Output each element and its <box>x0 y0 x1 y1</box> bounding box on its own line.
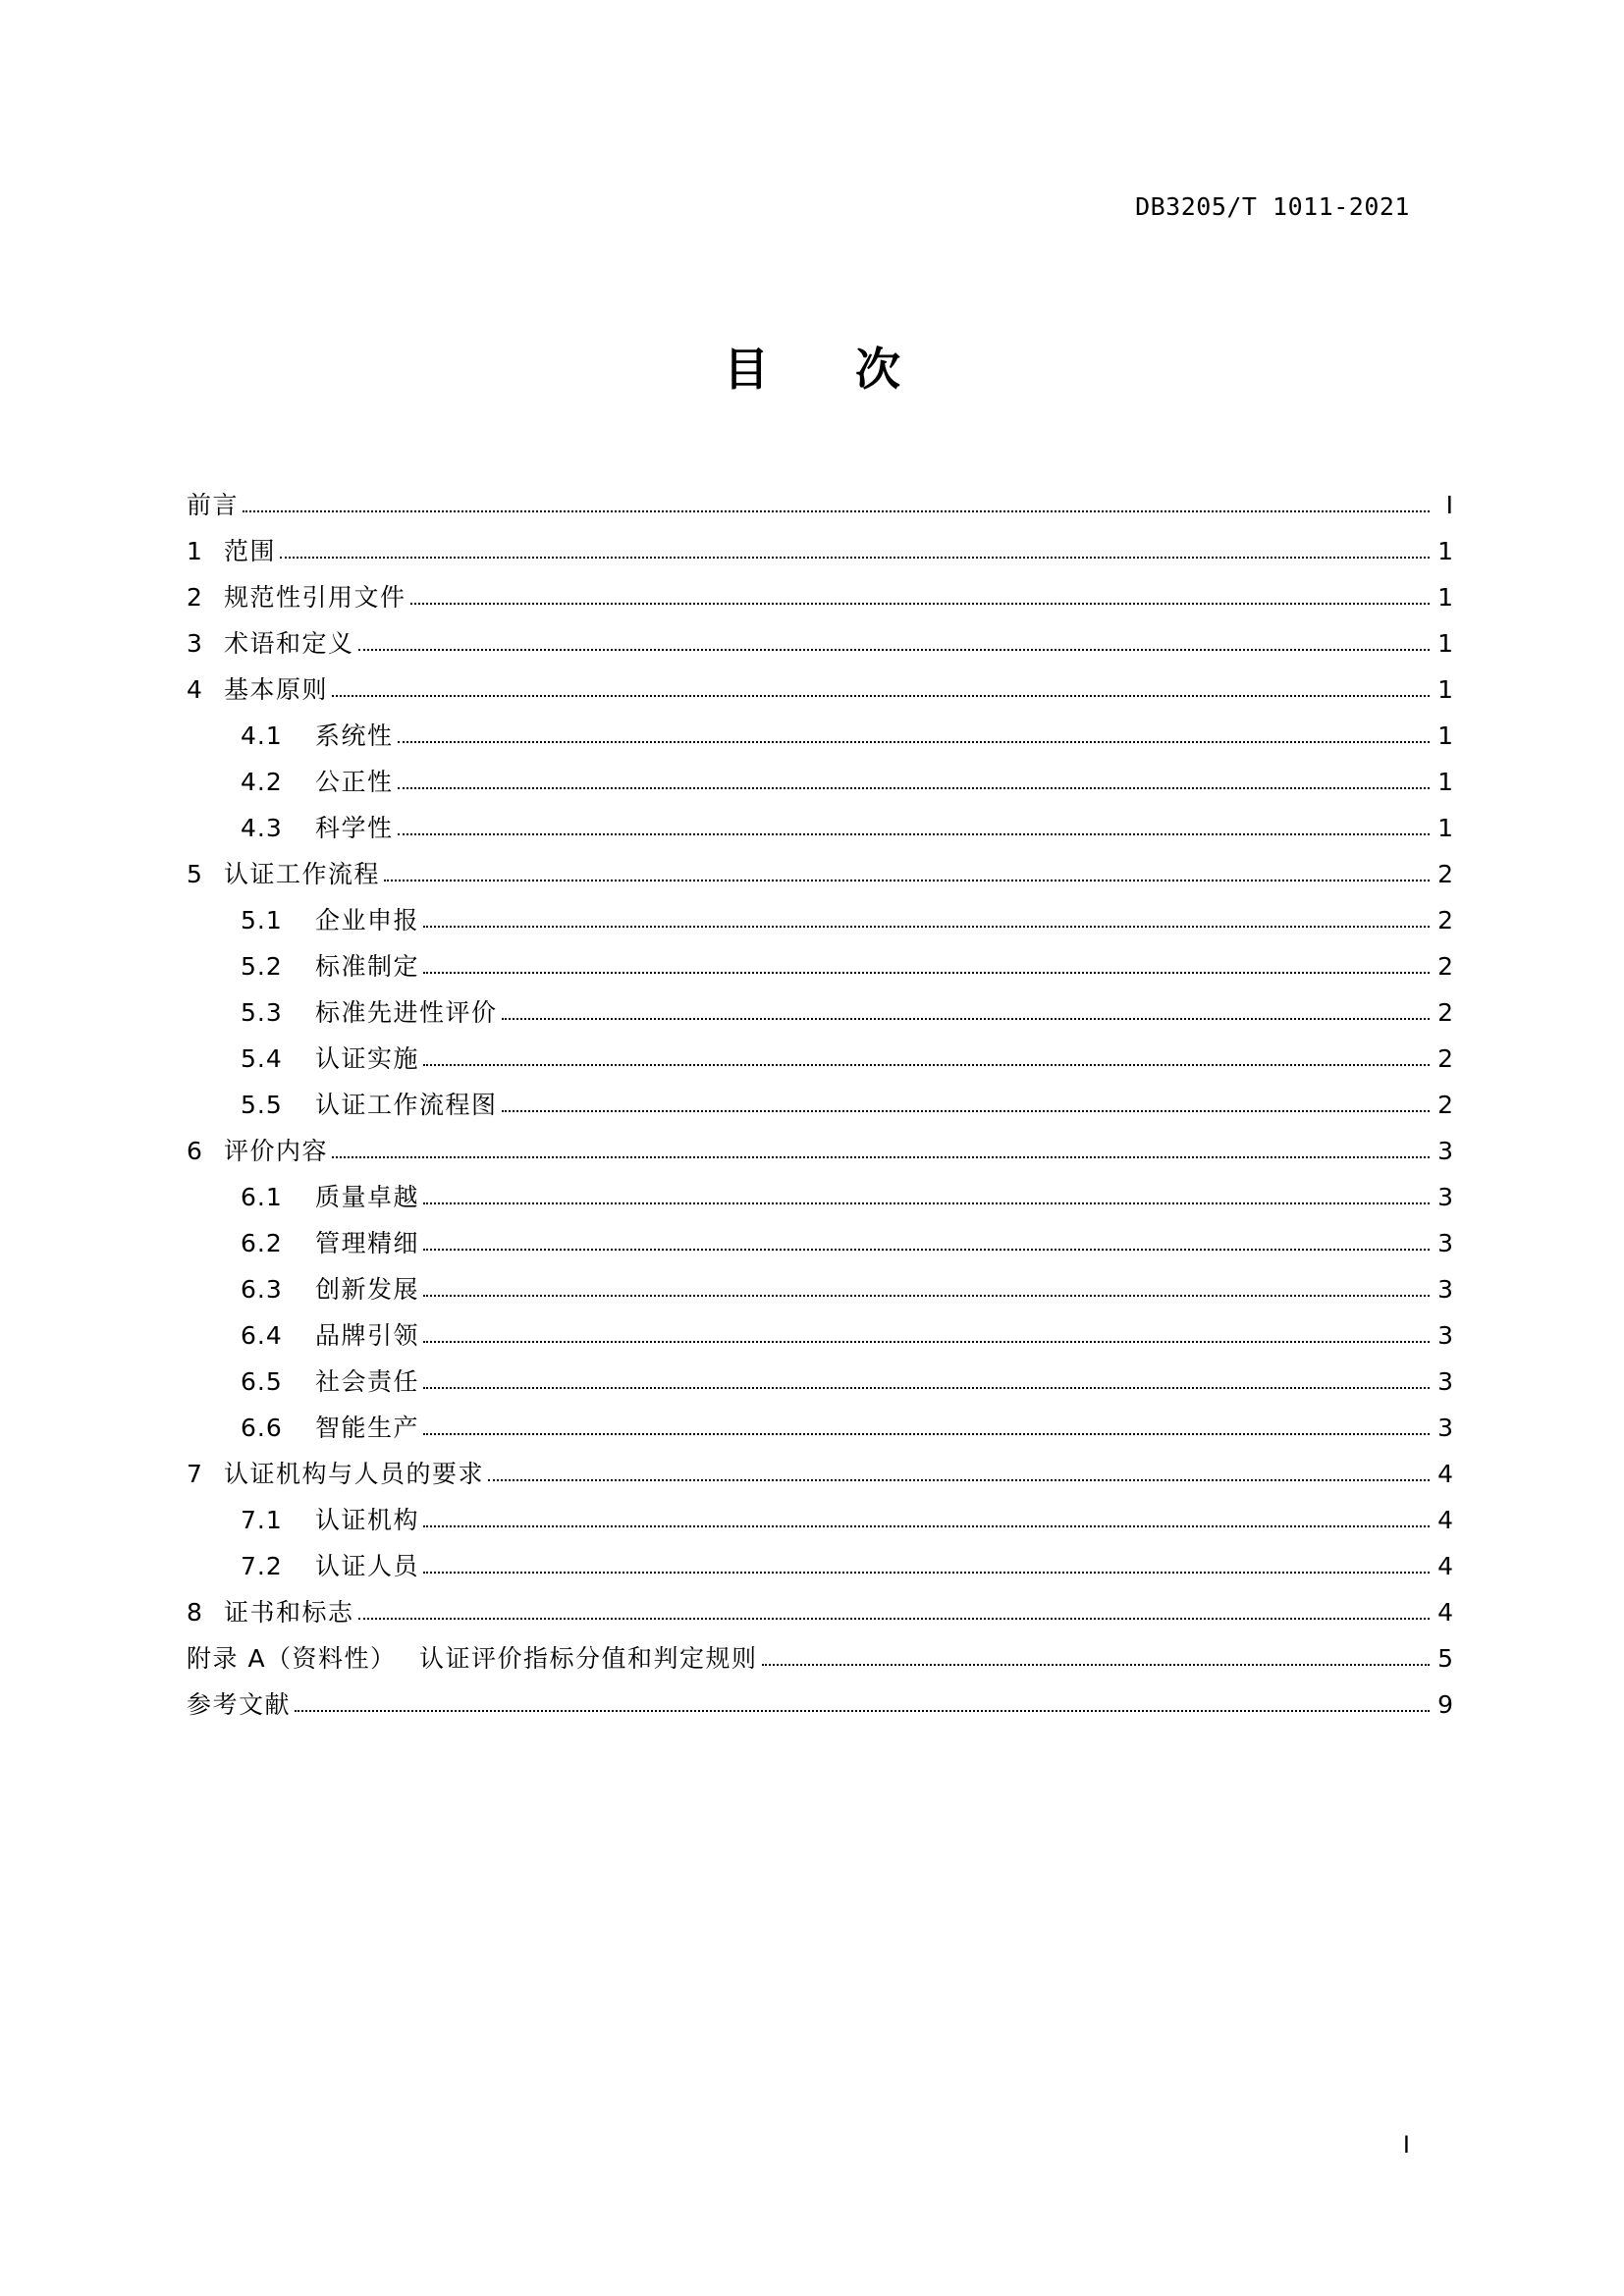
toc-leader-dots <box>423 1432 1430 1435</box>
toc-entry-page: 4 <box>1437 1506 1453 1534</box>
toc-entry-title: 社会责任 <box>315 1367 420 1396</box>
toc-entry[interactable] <box>187 1163 1453 1209</box>
toc-leader-dots <box>295 1709 1430 1712</box>
toc-leader-dots <box>423 1248 1430 1251</box>
toc-entry-number: 5.4 <box>241 1044 283 1073</box>
toc-entry-page: 3 <box>1437 1414 1453 1442</box>
toc-entry-title: 参考文献 <box>187 1690 292 1719</box>
toc-entry-number: 2 <box>187 583 203 612</box>
toc-entry-page: 1 <box>1437 583 1453 612</box>
toc-entry[interactable] <box>187 748 1453 794</box>
toc-leader-dots <box>280 556 1430 559</box>
toc-entry-number: 3 <box>187 629 203 658</box>
toc-entry-number: 7 <box>187 1460 203 1488</box>
toc-entry-title: 品牌引领 <box>315 1321 420 1350</box>
toc-leader-dots <box>398 832 1430 835</box>
toc-entry[interactable] <box>187 1348 1453 1394</box>
toc-leader-dots <box>410 602 1430 605</box>
toc-leader-dots <box>358 1617 1430 1620</box>
toc-entry-page: 3 <box>1437 1183 1453 1211</box>
toc-leader-dots <box>762 1663 1431 1666</box>
toc-entry-title: 标准制定 <box>315 952 420 981</box>
toc-entry-title: 认证机构与人员的要求 <box>224 1460 485 1488</box>
toc-leader-dots <box>332 694 1430 697</box>
toc-entry-number: 8 <box>187 1598 203 1627</box>
toc-leader-dots <box>358 648 1430 651</box>
toc-entry[interactable] <box>187 517 1453 563</box>
toc-entry[interactable] <box>187 1025 1453 1071</box>
toc-entry-title: 管理精细 <box>315 1229 420 1257</box>
toc-entry[interactable] <box>187 1578 1453 1625</box>
toc-entry-number: 4.1 <box>241 721 283 750</box>
toc-entry-page: 4 <box>1437 1598 1453 1627</box>
toc-entry-page: 1 <box>1437 629 1453 658</box>
toc-entry[interactable] <box>187 1486 1453 1532</box>
toc-entry[interactable] <box>187 794 1453 840</box>
toc-entry[interactable] <box>187 610 1453 656</box>
toc-entry-title: 附录 A（资料性） 认证评价指标分值和判定规则 <box>187 1644 758 1673</box>
toc-entry-title: 标准先进性评价 <box>315 998 498 1027</box>
toc-entry-title: 评价内容 <box>224 1137 329 1165</box>
toc-entry-page: 2 <box>1437 860 1453 888</box>
toc-entry-number: 7.1 <box>241 1506 283 1534</box>
toc-entry[interactable] <box>187 1394 1453 1440</box>
toc-entry-page: 2 <box>1437 1044 1453 1073</box>
standard-code-header: DB3205/T 1011-2021 <box>1135 192 1410 221</box>
toc-leader-dots <box>423 1063 1430 1066</box>
toc-entry[interactable] <box>187 656 1453 702</box>
toc-entry-page: 9 <box>1437 1690 1453 1719</box>
toc-entry-title: 前言 <box>187 491 240 519</box>
page-title: 目 次 <box>723 343 936 396</box>
toc-entry-title: 范围 <box>224 537 277 565</box>
toc-entry-number: 6.5 <box>241 1367 283 1396</box>
toc-entry[interactable] <box>187 933 1453 979</box>
toc-leader-dots <box>398 786 1430 789</box>
toc-entry[interactable] <box>187 471 1453 517</box>
toc-entry-page: 1 <box>1437 768 1453 796</box>
toc-entry-title: 认证人员 <box>315 1552 420 1580</box>
toc-entry[interactable] <box>187 1440 1453 1486</box>
toc-entry[interactable] <box>187 1532 1453 1578</box>
toc-entry-page: 3 <box>1437 1137 1453 1165</box>
toc-entry-number: 4 <box>187 675 203 704</box>
toc-leader-dots <box>488 1478 1430 1481</box>
toc-entry-page: 2 <box>1437 906 1453 934</box>
toc-leader-dots <box>502 1017 1430 1020</box>
toc-entry[interactable] <box>187 840 1453 886</box>
toc-entry-number: 6.6 <box>241 1414 283 1442</box>
toc-entry-title: 术语和定义 <box>224 629 354 658</box>
toc-entry[interactable] <box>187 886 1453 933</box>
toc-entry[interactable] <box>187 1671 1453 1717</box>
toc-entry-page: 2 <box>1437 1091 1453 1119</box>
toc-entry[interactable] <box>187 979 1453 1025</box>
toc-entry-page: 3 <box>1437 1367 1453 1396</box>
toc-entry[interactable] <box>187 1117 1453 1163</box>
toc-entry-page: 4 <box>1437 1460 1453 1488</box>
toc-entry-number: 4.2 <box>241 768 283 796</box>
toc-entry-number: 6.1 <box>241 1183 283 1211</box>
footer-page-number: I <box>1402 2131 1410 2159</box>
toc-entry-page: 1 <box>1437 675 1453 704</box>
toc-entry-title: 企业申报 <box>315 906 420 934</box>
toc-leader-dots <box>423 1386 1430 1389</box>
toc-entry-number: 5 <box>187 860 203 888</box>
toc-leader-dots <box>423 1524 1430 1527</box>
toc-entry-title: 认证机构 <box>315 1506 420 1534</box>
toc-leader-dots <box>423 1294 1430 1297</box>
toc-leader-dots <box>423 1201 1430 1204</box>
toc-leader-dots <box>502 1109 1430 1112</box>
toc-entry-number: 5.2 <box>241 952 283 981</box>
toc-entry[interactable] <box>187 563 1453 610</box>
toc-leader-dots <box>398 740 1430 743</box>
table-of-contents <box>187 471 1453 1717</box>
toc-entry-page: 2 <box>1437 998 1453 1027</box>
toc-entry-title: 质量卓越 <box>315 1183 420 1211</box>
toc-entry-number: 7.2 <box>241 1552 283 1580</box>
toc-entry-number: 5.3 <box>241 998 283 1027</box>
toc-leader-dots <box>423 971 1430 974</box>
toc-leader-dots <box>423 1340 1430 1343</box>
toc-entry-page: 1 <box>1437 721 1453 750</box>
toc-entry[interactable] <box>187 1255 1453 1302</box>
toc-leader-dots <box>423 1571 1430 1574</box>
toc-entry-title: 认证工作流程 <box>224 860 381 888</box>
toc-entry-page: 4 <box>1437 1552 1453 1580</box>
toc-entry-title: 基本原则 <box>224 675 329 704</box>
toc-entry-page: 5 <box>1437 1644 1453 1673</box>
toc-entry-title: 认证实施 <box>315 1044 420 1073</box>
toc-entry-title: 智能生产 <box>315 1414 420 1442</box>
toc-entry-number: 1 <box>187 537 203 565</box>
toc-leader-dots <box>243 509 1430 512</box>
toc-entry-page: I <box>1445 491 1453 519</box>
toc-entry[interactable] <box>187 1071 1453 1117</box>
toc-entry[interactable] <box>187 1625 1453 1671</box>
toc-entry-page: 1 <box>1437 537 1453 565</box>
toc-leader-dots <box>384 879 1430 881</box>
toc-entry-number: 5.1 <box>241 906 283 934</box>
toc-entry-number: 6.4 <box>241 1321 283 1350</box>
toc-entry-number: 6.2 <box>241 1229 283 1257</box>
toc-entry-title: 创新发展 <box>315 1275 420 1304</box>
toc-entry-number: 6 <box>187 1137 203 1165</box>
toc-entry[interactable] <box>187 1302 1453 1348</box>
toc-leader-dots <box>332 1155 1430 1158</box>
toc-entry-page: 3 <box>1437 1321 1453 1350</box>
toc-entry-page: 2 <box>1437 952 1453 981</box>
toc-entry-title: 规范性引用文件 <box>224 583 406 612</box>
toc-entry-title: 证书和标志 <box>224 1598 354 1627</box>
toc-entry-number: 6.3 <box>241 1275 283 1304</box>
toc-leader-dots <box>423 925 1430 928</box>
toc-entry-title: 认证工作流程图 <box>315 1091 498 1119</box>
toc-entry-number: 4.3 <box>241 814 283 842</box>
toc-entry-title: 科学性 <box>315 814 394 842</box>
toc-entry-number: 5.5 <box>241 1091 283 1119</box>
toc-entry-page: 3 <box>1437 1275 1453 1304</box>
toc-entry-page: 1 <box>1437 814 1453 842</box>
toc-entry-title: 公正性 <box>315 768 394 796</box>
toc-entry-page: 3 <box>1437 1229 1453 1257</box>
toc-entry-title: 系统性 <box>315 721 394 750</box>
toc-entry[interactable] <box>187 1209 1453 1255</box>
toc-entry[interactable] <box>187 702 1453 748</box>
